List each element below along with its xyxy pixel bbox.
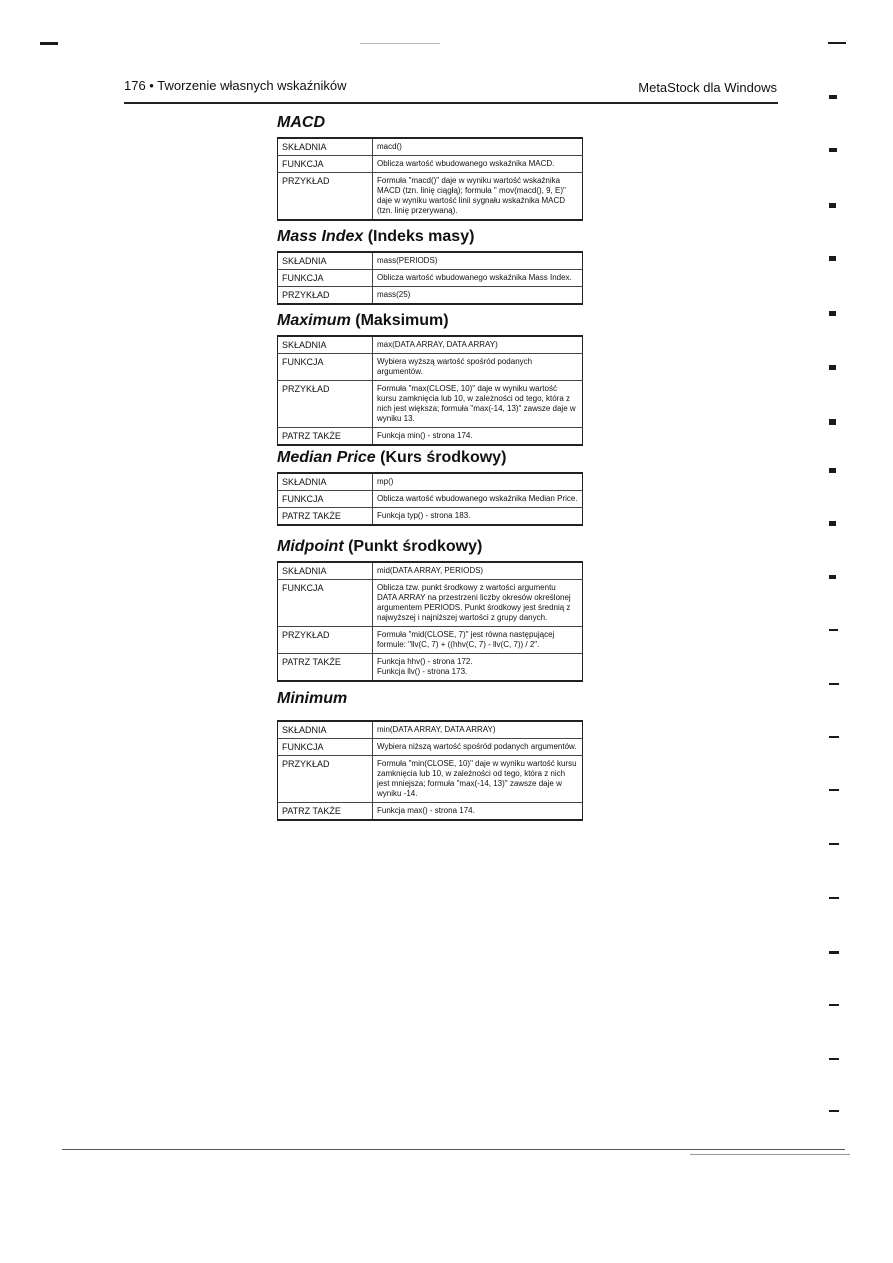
edge-mark	[829, 148, 837, 152]
table-row	[278, 252, 583, 270]
table-row	[278, 381, 583, 428]
row-label: SKŁADNIA	[278, 473, 373, 491]
edge-mark	[829, 95, 837, 99]
table-row	[278, 336, 583, 354]
row-value: Formuła "min(CLOSE, 10)" daje w wyniku wartość kursu zamknięcia lub 10, w zależności od tego, która z nich jest mniejsza; formuła "max(-14, 13)" zawsze daje w wyniku -14.	[373, 756, 583, 803]
table-row	[278, 173, 583, 221]
edge-mark	[829, 683, 839, 685]
table-row	[278, 803, 583, 821]
row-label: FUNKCJA	[278, 580, 373, 627]
row-label: FUNKCJA	[278, 156, 373, 173]
row-label: SKŁADNIA	[278, 252, 373, 270]
edge-mark	[829, 521, 836, 526]
section-title-median-price: Median Price (Kurs środkowy)	[277, 449, 507, 466]
scan-mark	[828, 42, 846, 44]
row-value: max(DATA ARRAY, DATA ARRAY)	[373, 336, 583, 354]
edge-mark	[829, 897, 839, 899]
definition-table-midpoint	[277, 561, 583, 682]
edge-mark	[829, 629, 838, 631]
edge-mark	[829, 736, 839, 738]
definition-table-mass-index	[277, 251, 583, 305]
row-label: PATRZ TAKŻE	[278, 508, 373, 526]
running-header-left: 176 • Tworzenie własnych wskaźników	[124, 78, 347, 93]
row-label: PRZYKŁAD	[278, 287, 373, 305]
edge-mark	[829, 1058, 839, 1060]
row-label: SKŁADNIA	[278, 336, 373, 354]
footer-rule	[690, 1154, 850, 1155]
definition-table-median-price	[277, 472, 583, 526]
edge-mark	[829, 575, 836, 579]
edge-mark	[829, 365, 836, 370]
table-row	[278, 473, 583, 491]
table-row	[278, 721, 583, 739]
section-title-minimum: Minimum	[277, 690, 348, 707]
definition-table-maximum	[277, 335, 583, 446]
table-row	[278, 354, 583, 381]
running-header-right: MetaStock dla Windows	[638, 80, 777, 95]
row-label: FUNKCJA	[278, 739, 373, 756]
row-value: mass(PERIODS)	[373, 252, 583, 270]
scan-mark	[40, 42, 58, 45]
section-title-maximum: Maximum (Maksimum)	[277, 312, 449, 329]
edge-mark	[829, 789, 839, 791]
edge-mark	[829, 843, 839, 845]
table-row	[278, 580, 583, 627]
edge-mark	[829, 203, 836, 208]
row-label: PRZYKŁAD	[278, 756, 373, 803]
row-label: FUNKCJA	[278, 270, 373, 287]
row-value: mass(25)	[373, 287, 583, 305]
header-rule	[124, 102, 778, 104]
row-label: PATRZ TAKŻE	[278, 654, 373, 682]
row-label: FUNKCJA	[278, 354, 373, 381]
table-row	[278, 491, 583, 508]
row-value: Oblicza wartość wbudowanego wskaźnika Median Price.	[373, 491, 583, 508]
table-row	[278, 627, 583, 654]
row-label: FUNKCJA	[278, 491, 373, 508]
function-reference	[277, 108, 583, 823]
table-row	[278, 156, 583, 173]
footer-rule	[62, 1149, 845, 1150]
table-row	[278, 270, 583, 287]
table-row	[278, 287, 583, 305]
row-label: SKŁADNIA	[278, 138, 373, 156]
table-row	[278, 428, 583, 446]
row-value: Funkcja min() - strona 174.	[373, 428, 583, 446]
row-value: Funkcja max() - strona 174.	[373, 803, 583, 821]
row-value: Formuła "max(CLOSE, 10)" daje w wyniku wartość kursu zamknięcia lub 10, w zależności od tego, która z nich jest większa; formuła "max(-14, 13)" zawsze daje w wyniku 13.	[373, 381, 583, 428]
row-label: PATRZ TAKŻE	[278, 428, 373, 446]
row-label: SKŁADNIA	[278, 721, 373, 739]
row-label: SKŁADNIA	[278, 562, 373, 580]
definition-table-macd	[277, 137, 583, 221]
row-label: PRZYKŁAD	[278, 173, 373, 221]
edge-mark	[829, 1110, 839, 1112]
row-label: PATRZ TAKŻE	[278, 803, 373, 821]
edge-mark	[829, 951, 839, 954]
row-value: Formuła "macd()" daje w wyniku wartość wskaźnika MACD (tzn. linię ciągłą); formuła " mov(macd(), 9, E)" daje w wyniku wartość linii sygnału wskaźnika MACD (tzn. linię przerywaną).	[373, 173, 583, 221]
row-value: Formuła "mid(CLOSE, 7)" jest równa następującej formule: "llv(C, 7) + ((hhv(C, 7) - llv(C, 7)) / 2".	[373, 627, 583, 654]
row-value: mid(DATA ARRAY, PERIODS)	[373, 562, 583, 580]
row-value: macd()	[373, 138, 583, 156]
edge-mark	[829, 1004, 839, 1006]
row-value: Oblicza wartość wbudowanego wskaźnika Mass Index.	[373, 270, 583, 287]
row-value: mp()	[373, 473, 583, 491]
row-value: Funkcja typ() - strona 183.	[373, 508, 583, 526]
table-row	[278, 138, 583, 156]
row-value: Oblicza tzw. punkt środkowy z wartości argumentu DATA ARRAY na przestrzeni liczby okresów określonej argumentem PERIODS. Punkt środkowy jest średnią z najwyższej i najniższej wartości z grupy danych.	[373, 580, 583, 627]
section-title-midpoint: Midpoint (Punkt środkowy)	[277, 538, 483, 555]
edge-mark	[829, 311, 836, 316]
section-title-mass-index: Mass Index (Indeks masy)	[277, 228, 475, 245]
edge-mark	[829, 419, 836, 425]
row-label: PRZYKŁAD	[278, 381, 373, 428]
row-value: min(DATA ARRAY, DATA ARRAY)	[373, 721, 583, 739]
row-value: Funkcja hhv() - strona 172. Funkcja llv() - strona 173.	[373, 654, 583, 682]
row-value: Oblicza wartość wbudowanego wskaźnika MACD.	[373, 156, 583, 173]
row-value: Wybiera niższą wartość spośród podanych argumentów.	[373, 739, 583, 756]
row-label: PRZYKŁAD	[278, 627, 373, 654]
table-row	[278, 508, 583, 526]
table-row	[278, 654, 583, 682]
definition-table-minimum	[277, 720, 583, 821]
edge-mark	[829, 468, 836, 473]
section-title-macd: MACD	[277, 114, 325, 131]
table-row	[278, 739, 583, 756]
row-value: Wybiera wyższą wartość spośród podanych argumentów.	[373, 354, 583, 381]
table-row	[278, 756, 583, 803]
table-row	[278, 562, 583, 580]
scan-line	[360, 43, 440, 44]
edge-mark	[829, 256, 836, 261]
